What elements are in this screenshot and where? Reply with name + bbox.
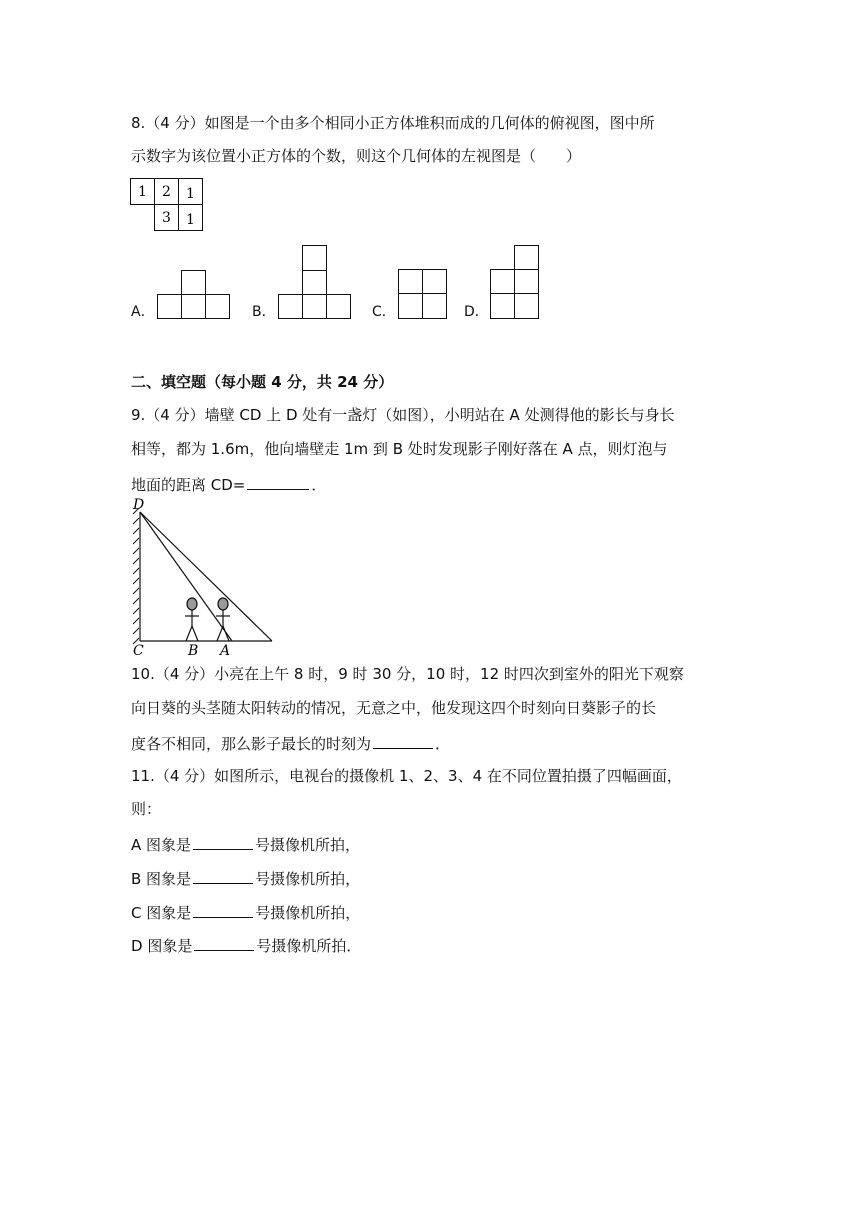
q9-line2: 相等，都为 1.6m，他向墙壁走 1m 到 B 处时发现影子刚好落在 A 点，则灯泡与 [131,440,668,458]
q11-answer-blank-d[interactable] [194,934,254,951]
grid-cell-r1c2: 2 [162,184,171,200]
q10-line3 [131,732,450,754]
label-d: D [133,497,145,513]
option-a-figure [157,270,232,320]
q11-line2: 则： [131,800,162,818]
q9-line1: 9.（4 分）墙壁 CD 上 D 处有一盏灯（如图），小明站在 A 处测得他的影长与身长 [131,406,675,424]
q9-line3-text: 地面的距离 CD= [131,476,246,494]
q11-item-d-suffix: 号摄像机所拍． [256,937,362,955]
q11-item-c [131,901,360,923]
q10-line3-end: ． [435,735,451,753]
q11-item-b-suffix: 号摄像机所拍， [255,870,361,888]
grid-cell-r1c3: 1 [186,186,195,202]
light-ray-long [140,512,272,641]
q11-answer-blank-b[interactable] [193,867,253,884]
person-at-b [185,598,199,641]
option-c-label: C． [372,304,396,320]
q10-answer-blank[interactable] [373,732,433,749]
q11-item-b-text: B 图象是 [131,870,192,888]
q11-item-c-suffix: 号摄像机所拍， [255,904,361,922]
q11-item-d-text: D 图象是 [131,937,193,955]
q11-item-d [131,934,361,956]
q9-lamp-diagram [130,496,278,659]
option-a-label: A． [131,304,155,320]
grid-cell-r1c1: 1 [138,184,147,200]
option-b-figure [278,245,354,320]
q11-item-b [131,867,360,889]
q11-answer-blank-a[interactable] [193,833,253,850]
q9-line3 [131,473,326,495]
grid-cell-r2c3: 1 [186,212,195,228]
q10-line3-text: 度各不相同，那么影子最长的时刻为 [131,735,372,753]
q8-line2: 示数字为该位置小正方体的个数，则这个几何体的左视图是（ ） [131,147,582,165]
label-a: A [220,643,231,659]
q10-line2: 向日葵的头茎随太阳转动的情况，无意之中，他发现这四个时刻向日葵影子的长 [131,699,657,717]
q8-line1: 8.（4 分）如图是一个由多个相同小正方体堆积而成的几何体的俯视图，图中所 [131,114,655,132]
wall-hatching [133,508,139,644]
label-b: B [188,643,199,659]
label-c: C [133,643,144,659]
q11-line1: 11.（4 分）如图所示，电视台的摄像机 1、2、3、4 在不同位置拍摄了四幅画面， [131,767,682,785]
q10-line1: 10.（4 分）小亮在上午 8 时，9 时 30 分，10 时，12 时四次到室外的阳光下观察 [131,665,684,683]
option-d-figure [490,245,541,320]
q11-answer-blank-c[interactable] [193,901,253,918]
section-title: 二、填空题（每小题 4 分，共 24 分） [131,373,394,391]
option-c-figure [398,269,448,320]
q11-item-c-text: C 图象是 [131,904,192,922]
q11-item-a [131,833,360,855]
option-b-label: B． [252,304,276,320]
grid-cell-r2c2: 3 [162,210,171,226]
option-d-label: D． [464,304,489,320]
q11-item-a-text: A 图象是 [131,836,192,854]
q9-answer-blank[interactable] [247,473,309,490]
q11-item-a-suffix: 号摄像机所拍， [255,836,361,854]
light-ray-short [140,512,232,641]
q9-line3-end: ． [311,476,327,494]
q8-top-view-grid [130,178,205,232]
